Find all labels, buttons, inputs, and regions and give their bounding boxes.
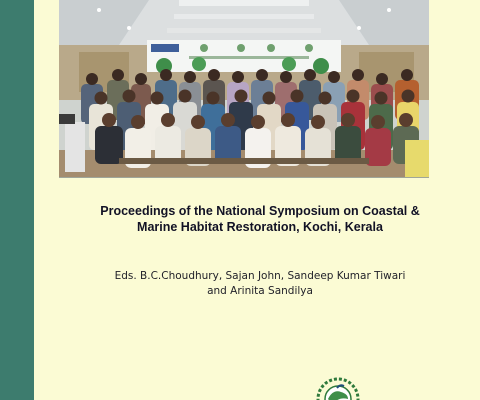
editors-line-1: Eds. B.C.Choudhury, Sajan John, Sandeep Kumar Tiwari bbox=[114, 270, 406, 282]
title-line-1: Proceedings of the National Symposium on Coastal & bbox=[100, 204, 420, 218]
proceedings-title bbox=[40, 203, 480, 235]
editors-credit bbox=[40, 269, 480, 299]
title-line-2: Marine Habitat Restoration, Kochi, Kerala bbox=[137, 220, 383, 234]
group-photo bbox=[59, 0, 429, 178]
side-band bbox=[0, 0, 34, 400]
organization-emblem-icon bbox=[311, 372, 365, 400]
editors-line-2: and Arinita Sandilya bbox=[207, 285, 313, 297]
